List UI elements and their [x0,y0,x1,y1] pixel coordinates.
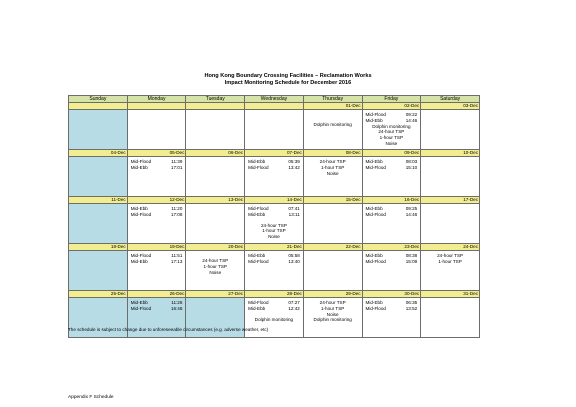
day-cell [127,157,186,197]
day-cell [421,251,480,291]
date-label: 03-Dec [421,103,480,110]
date-row [69,244,480,251]
weekday-tuesday: Tuesday [186,96,245,103]
weekday-monday: Monday [127,96,186,103]
tide-entry [128,306,186,312]
tide-time: 08:38 [405,253,418,258]
tide-label: Mid-Ebb [365,253,383,258]
day-cell [245,157,304,197]
date-label: 20-Dec [186,244,245,251]
date-label [127,103,186,110]
date-label: 15-Dec [303,197,362,204]
tide-time: 17:13 [170,258,183,264]
tide-label: Mid-Flood [365,112,386,117]
monitoring-item: Dolphin monitoring [372,123,411,129]
date-row [69,291,480,298]
day-cell [421,110,480,150]
date-label: 12-Dec [127,197,186,204]
week-row [69,157,480,197]
tide-time: 08:03 [405,159,418,164]
monitoring-item: Dolphin monitoring [313,122,352,127]
tide-time: 06:35 [405,300,418,305]
day-cell [362,157,421,197]
date-label: 23-Dec [362,244,421,251]
tide-time: 07:41 [288,206,300,211]
tide-label: Mid-Ebb [365,206,383,211]
weekday-sunday: Sunday [69,96,128,103]
monitoring-calendar [68,95,480,338]
document-title: Hong Kong Boundary Crossing Facilities – Reclamation Works [204,73,372,79]
day-cell [362,110,421,150]
date-label: 16-Dec [362,197,421,204]
day-cell [421,298,480,338]
tide-label: Mid-Ebb [130,300,148,305]
tide-entry [128,259,186,265]
day-cell [362,204,421,244]
date-label: 09-Dec [362,150,421,157]
date-row [69,103,480,110]
weekday-thursday: Thursday [303,96,362,103]
date-label: 26-Dec [127,291,186,298]
tide-time: 13:52 [405,305,418,311]
tide-entry [363,306,421,312]
tide-time: 17:01 [170,164,183,170]
document-subtitle: Impact Monitoring Schedule for December 2016 [224,80,352,86]
date-label: 17-Dec [421,197,480,204]
monitoring-item: Dolphin monitoring [313,317,352,323]
monitoring-item: Noise [326,170,339,176]
date-label: 04-Dec [69,150,128,157]
day-cell [303,251,362,291]
monitoring-item: 24-hour TSP [437,253,464,258]
date-label [245,103,304,110]
tide-time: 05:39 [288,159,300,164]
week-row [69,110,480,150]
day-cell [127,110,186,150]
tide-label: Mid-Ebb [248,305,266,311]
tide-label: Mid-Ebb [365,117,383,123]
tide-label: Mid-Flood [248,258,269,264]
tide-time: 14:46 [405,117,418,123]
date-label: 01-Dec [303,103,362,110]
date-label: 14-Dec [245,197,304,204]
date-label: 08-Dec [303,150,362,157]
tide-time: 17:08 [170,211,183,217]
tide-label: Mid-Ebb [248,211,266,217]
date-label: 05-Dec [127,150,186,157]
day-cell [362,298,421,338]
monitoring-item: Noise [326,311,339,317]
date-row [69,150,480,157]
tide-time: 09:25 [405,206,418,211]
tide-label: Mid-Flood [248,164,269,170]
date-label: 06-Dec [186,150,245,157]
monitoring-item: 1-hour TSP [320,164,345,170]
date-label: 29-Dec [303,291,362,298]
tide-label: Mid-Flood [130,159,152,164]
date-label [69,103,128,110]
tide-label: Mid-Flood [130,211,152,217]
day-cell [303,157,362,197]
day-cell [69,157,128,197]
tide-label: Mid-Ebb [365,159,383,164]
weekday-saturday: Saturday [421,96,480,103]
tide-label: Mid-Flood [365,305,386,311]
date-label: 10-Dec [421,150,480,157]
calendar-body [69,103,480,338]
tide-label: Mid-Ebb [248,253,266,258]
appendix-footer: Appendix F Schedule [68,395,114,400]
date-label: 22-Dec [303,244,362,251]
tide-entry [128,212,186,218]
tide-label: Mid-Ebb [130,164,148,170]
tide-label: Mid-Flood [130,253,152,258]
tide-entry [245,259,303,265]
date-label: 28-Dec [245,291,304,298]
tide-time: 07:27 [288,300,300,305]
week-row [69,204,480,244]
date-label: 11-Dec [69,197,128,204]
schedule-footnote: The schedule is subject to change due to unforeseeable circumstances (e.g. adverse weather, etc) [68,327,269,332]
monitoring-item: 1-hour TSP [262,228,286,234]
tide-label: Mid-Ebb [248,159,266,164]
date-label: 13-Dec [186,197,245,204]
day-cell [362,251,421,291]
day-cell [245,204,304,244]
date-row [69,197,480,204]
date-label: 27-Dec [186,291,245,298]
date-label: 19-Dec [127,244,186,251]
monitoring-item: Noise [385,140,398,146]
day-cell [303,204,362,244]
tide-label: Mid-Ebb [365,300,383,305]
tide-time: 11:39 [171,159,183,164]
day-cell [186,204,245,244]
tide-entry [128,165,186,171]
tide-time: 11:26 [171,300,183,305]
day-cell [303,110,362,150]
tide-label: Mid-Flood [130,305,152,311]
tide-time: 12:42 [288,305,300,311]
date-label: 31-Dec [421,291,480,298]
tide-time: 13:42 [288,164,300,170]
monitoring-item: 1-hour TSP [438,258,462,264]
tide-time: 14:46 [405,211,418,217]
day-cell [69,251,128,291]
tide-time: 13:40 [288,258,300,264]
tide-label: Mid-Flood [248,300,269,305]
date-label: 24-Dec [421,244,480,251]
tide-label: Mid-Flood [365,211,386,217]
monitoring-item: 1-hour TSP [320,305,345,311]
tide-label: Mid-Flood [248,206,269,211]
monitoring-item: Dolphin monitoring [254,316,294,322]
monitoring-item: 24-hour TSP [319,300,346,305]
tide-time: 13:11 [288,211,300,217]
monitoring-item: 24-hour TSP [319,159,346,164]
monitoring-item: 1-hour TSP [379,135,404,141]
tide-time: 11:20 [171,206,183,211]
week-row [69,251,480,291]
day-cell [245,251,304,291]
date-label [186,103,245,110]
tide-time: 05:58 [288,253,300,258]
date-label: 25-Dec [69,291,128,298]
monitoring-item: Noise [268,234,280,240]
day-cell [186,251,245,291]
day-cell [127,251,186,291]
weekday-header-row [69,96,480,103]
tide-label: Mid-Ebb [130,206,148,211]
monitoring-item: 1-hour TSP [203,263,227,269]
tide-time: 09:22 [405,112,418,117]
day-cell [186,157,245,197]
monitoring-item: 24-hour TSP [378,129,405,135]
tide-label: Mid-Ebb [130,258,148,264]
tide-time: 15:10 [405,164,418,170]
weekday-friday: Friday [362,96,421,103]
weekday-wednesday: Wednesday [245,96,304,103]
monitoring-item: 24-hour TSP [260,222,287,228]
day-cell [127,204,186,244]
date-label: 21-Dec [245,244,304,251]
day-cell [69,110,128,150]
day-cell [69,204,128,244]
day-cell [303,298,362,338]
day-cell [186,110,245,150]
monitoring-item: Noise [209,269,222,275]
date-label: 18-Dec [69,244,128,251]
day-cell [421,157,480,197]
day-cell [245,110,304,150]
tide-label: Mid-Flood [365,164,386,170]
date-label: 02-Dec [362,103,421,110]
date-label: 07-Dec [245,150,304,157]
date-label: 30-Dec [362,291,421,298]
tide-time: 16:48 [170,305,183,311]
tide-entry [363,165,421,171]
tide-entry [363,212,421,218]
tide-entry [363,259,421,265]
tide-label: Mid-Flood [365,258,386,264]
tide-time: 11:51 [171,253,183,258]
day-cell [421,204,480,244]
tide-entry [245,165,303,171]
tide-time: 15:09 [405,258,418,264]
monitoring-item: 24-hour TSP [202,258,229,263]
